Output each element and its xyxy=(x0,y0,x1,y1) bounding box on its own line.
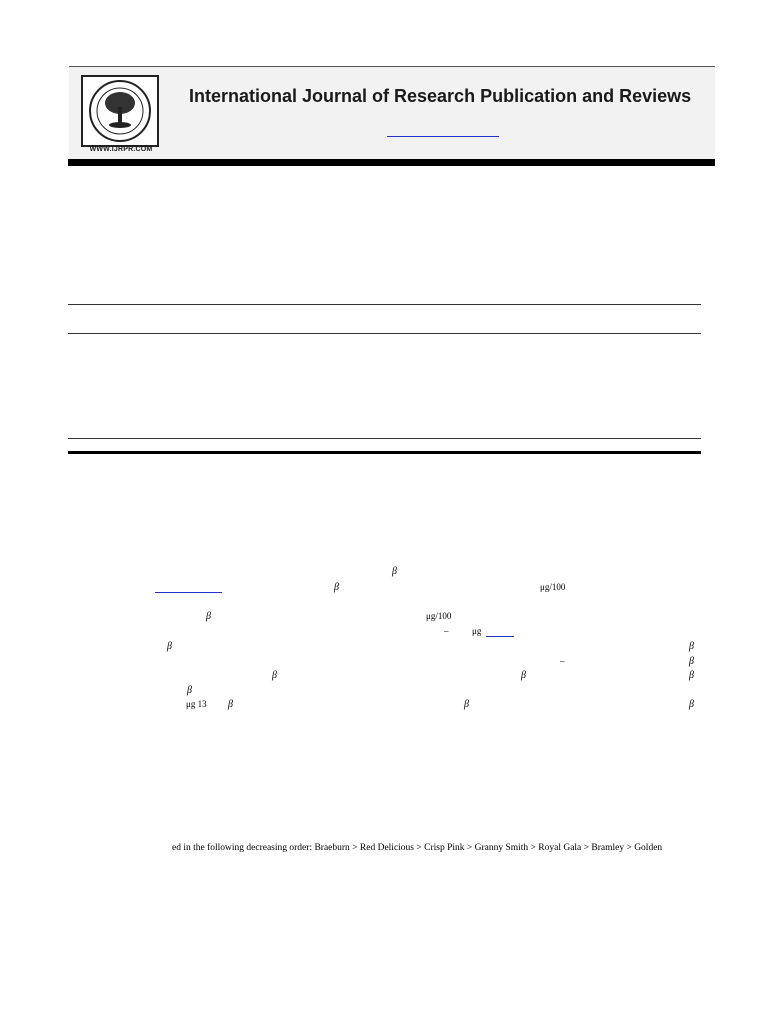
reference-link[interactable] xyxy=(486,636,514,637)
beta-symbol: β xyxy=(228,699,233,710)
logo-url: WWW.IJRPR.COM xyxy=(89,146,153,153)
beta-symbol: β xyxy=(689,641,694,652)
journal-logo xyxy=(81,75,159,147)
journal-header xyxy=(69,67,715,159)
unit-text: μg xyxy=(472,626,482,636)
header-bottom-rule xyxy=(68,159,715,166)
beta-symbol: β xyxy=(187,685,192,696)
abstract-bottom-rule xyxy=(68,438,701,439)
article-info-top-rule xyxy=(68,304,701,305)
beta-symbol: β xyxy=(464,699,469,710)
section-divider xyxy=(68,451,701,454)
beta-symbol: β xyxy=(334,582,339,593)
beta-symbol: β xyxy=(521,670,526,681)
beta-symbol: β xyxy=(689,670,694,681)
beta-symbol: β xyxy=(206,611,211,622)
dash-text: – xyxy=(560,656,565,666)
beta-symbol: β xyxy=(272,670,277,681)
beta-symbol: β xyxy=(689,656,694,667)
apple-variety-order-text: ed in the following decreasing order: Braeburn > Red Delicious > Crisp Pink > Granny Smith > Royal Gala > Bramley > Golden xyxy=(172,843,663,853)
journal-homepage-link[interactable] xyxy=(387,136,499,137)
reference-link[interactable] xyxy=(155,592,222,593)
unit-text: μg/100 xyxy=(540,582,566,592)
unit-text: μg 13 xyxy=(186,699,207,709)
beta-symbol: β xyxy=(392,566,397,577)
article-info-bottom-rule xyxy=(68,333,701,334)
tree-logo-icon xyxy=(83,77,157,145)
dash-text: – xyxy=(444,626,449,636)
beta-symbol: β xyxy=(689,699,694,710)
unit-text: μg/100 xyxy=(426,611,452,621)
journal-title: International Journal of Research Publication and Reviews xyxy=(189,86,692,106)
beta-symbol: β xyxy=(167,641,172,652)
